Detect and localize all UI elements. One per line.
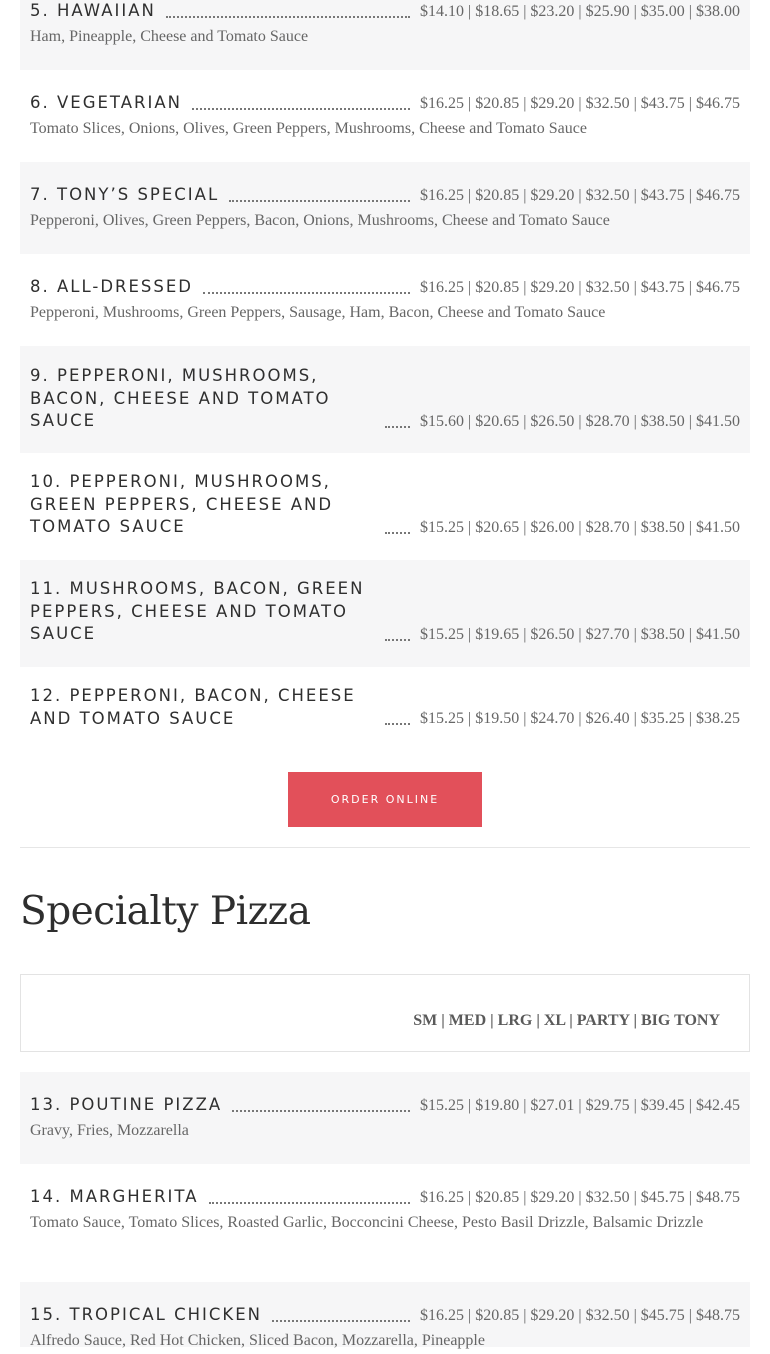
menu-item-name: 8. ALL-DRESSED — [30, 277, 193, 296]
size-labels: SM | MED | LRG | XL | PARTY | BIG TONY — [413, 1012, 720, 1029]
menu-item-row — [30, 276, 740, 299]
menu-item — [20, 667, 750, 752]
dot-leader — [209, 1202, 410, 1204]
menu-item-description: Tomato Slices, Onions, Olives, Green Peppers, Mushrooms, Cheese and Tomato Sauce — [30, 120, 587, 137]
menu-item — [20, 0, 750, 70]
menu-item — [20, 162, 750, 254]
menu-item-prices: $15.25 | $19.50 | $24.70 | $26.40 | $35.25 | $38.25 — [419, 710, 740, 727]
menu-item-row — [30, 1094, 740, 1117]
menu-item-name: 15. TROPICAL CHICKEN — [30, 1305, 262, 1324]
menu-item-name: 14. MARGHERITA — [30, 1187, 199, 1206]
menu-item — [20, 560, 750, 667]
menu-item-row — [30, 1304, 740, 1327]
menu-item-prices: $16.25 | $20.85 | $29.20 | $32.50 | $43.75 | $46.75 — [419, 278, 740, 296]
menu-item-row — [30, 685, 740, 730]
size-header-box — [20, 974, 750, 1052]
menu-item-name: 13. POUTINE PIZZA — [30, 1095, 223, 1114]
dot-leader — [385, 426, 410, 428]
menu-item-row — [30, 184, 740, 207]
menu-item-name: 11. MUSHROOMS, BACON, GREEN PEPPERS, CHEESE AND TOMATO SAUCE — [30, 579, 365, 643]
menu-item-name: 9. PEPPERONI, MUSHROOMS, BACON, CHEESE AND TOMATO SAUCE — [30, 366, 331, 430]
menu-item-description: Pepperoni, Mushrooms, Green Peppers, Sausage, Ham, Bacon, Cheese and Tomato Sauce — [30, 304, 606, 321]
dot-leader — [272, 1320, 410, 1322]
dot-leader — [232, 1110, 410, 1112]
menu-item-name: 6. VEGETARIAN — [30, 93, 182, 112]
menu-item-name: 12. PEPPERONI, BACON, CHEESE AND TOMATO SAUCE — [30, 686, 356, 728]
menu-item-row — [30, 365, 740, 433]
menu-item-prices: $16.25 | $20.85 | $29.20 | $32.50 | $45.75 | $48.75 — [419, 1188, 740, 1206]
menu-item-row — [30, 92, 740, 115]
menu-item — [20, 1164, 750, 1282]
dot-leader — [166, 16, 410, 18]
menu-item-prices: $15.25 | $19.80 | $27.01 | $29.75 | $39.45 | $42.45 — [419, 1096, 740, 1114]
menu-item-row — [30, 578, 740, 646]
menu-item — [20, 453, 750, 560]
menu-item-name: 5. HAWAIIAN — [30, 1, 156, 20]
menu-item — [20, 254, 750, 346]
dot-leader — [385, 639, 410, 641]
dot-leader — [385, 723, 410, 725]
menu-item-prices: $15.60 | $20.65 | $26.50 | $28.70 | $38.50 | $41.50 — [419, 412, 740, 430]
menu-item-description: Alfredo Sauce, Red Hot Chicken, Sliced Bacon, Mozzarella, Pineapple — [30, 1332, 485, 1349]
dot-leader — [203, 292, 410, 294]
menu-item-description: Ham, Pineapple, Cheese and Tomato Sauce — [30, 28, 309, 45]
dot-leader — [385, 532, 410, 534]
order-online-button[interactable]: ORDER ONLINE — [288, 772, 482, 827]
menu-item-prices: $16.25 | $20.85 | $29.20 | $32.50 | $43.75 | $46.75 — [419, 186, 740, 204]
menu-item-prices: $15.25 | $19.65 | $26.50 | $27.70 | $38.50 | $41.50 — [419, 625, 740, 643]
section-divider — [20, 847, 750, 848]
menu-item-row — [30, 1186, 740, 1209]
menu-item — [20, 70, 750, 162]
menu-item-prices: $16.25 | $20.85 | $29.20 | $32.50 | $45.75 | $48.75 — [419, 1306, 740, 1324]
menu-item-prices: $15.25 | $20.65 | $26.00 | $28.70 | $38.50 | $41.50 — [419, 518, 740, 536]
menu-item-description: Pepperoni, Olives, Green Peppers, Bacon, Onions, Mushrooms, Cheese and Tomato Sauce — [30, 212, 610, 229]
menu-item-name: 7. TONY’S SPECIAL — [30, 185, 220, 204]
menu-item-name: 10. PEPPERONI, MUSHROOMS, GREEN PEPPERS, CHEESE AND TOMATO SAUCE — [30, 472, 334, 536]
dot-leader — [192, 108, 410, 110]
menu-item-description: Tomato Sauce, Tomato Slices, Roasted Garlic, Bocconcini Cheese, Pesto Basil Drizzle, Balsamic Drizzle — [30, 1214, 704, 1231]
menu-item — [20, 1072, 750, 1164]
menu-item-row — [30, 471, 740, 539]
menu-item — [20, 346, 750, 453]
dot-leader — [229, 200, 410, 202]
menu-item-prices: $16.25 | $20.85 | $29.20 | $32.50 | $43.75 | $46.75 — [419, 94, 740, 112]
section-title: Specialty Pizza — [20, 889, 311, 934]
menu-item-row — [30, 0, 740, 23]
menu-item-description: Gravy, Fries, Mozzarella — [30, 1122, 189, 1139]
menu-item-prices: $14.10 | $18.65 | $23.20 | $25.90 | $35.00 | $38.00 — [419, 2, 740, 20]
menu-item — [20, 1282, 750, 1347]
